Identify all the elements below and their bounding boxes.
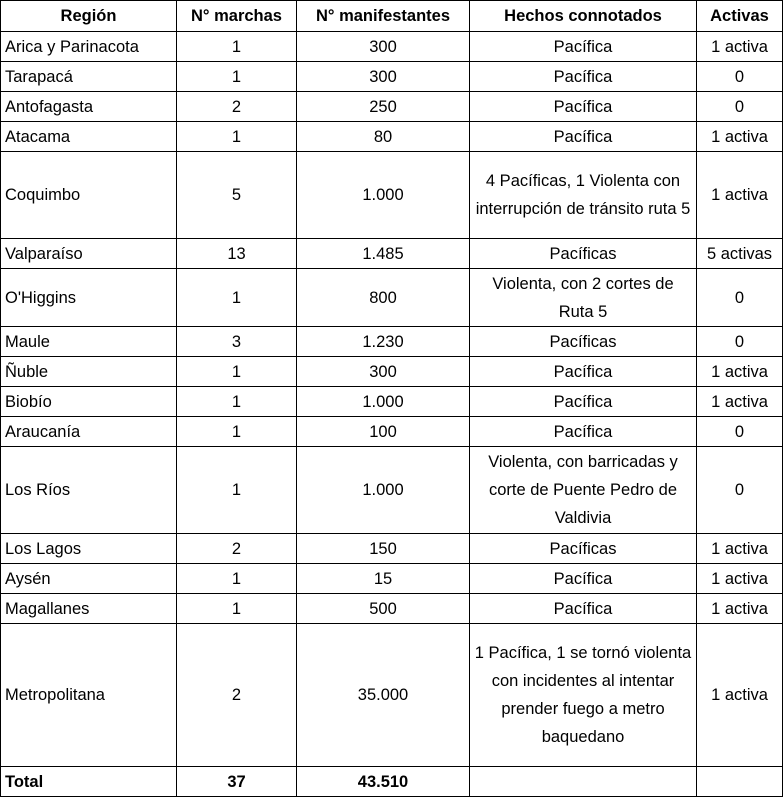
marchas-cell: 1 [177, 387, 297, 417]
header-row [1, 1, 783, 32]
activas-cell: 1 activa [697, 387, 783, 417]
region-cell: Maule [1, 327, 177, 357]
region-cell: Antofagasta [1, 92, 177, 122]
manifestantes-cell: 35.000 [297, 624, 470, 767]
marchas-cell: 1 [177, 564, 297, 594]
col-header-hechos: Hechos connotados [470, 1, 697, 32]
hechos-cell: Pacífica [470, 92, 697, 122]
activas-cell: 0 [697, 62, 783, 92]
marchas-cell: 1 [177, 447, 297, 534]
hechos-cell: Pacífica [470, 594, 697, 624]
activas-cell: 1 activa [697, 534, 783, 564]
marchas-cell: 1 [177, 32, 297, 62]
region-cell: Biobío [1, 387, 177, 417]
total-hechos [470, 767, 697, 797]
region-cell: Los Ríos [1, 447, 177, 534]
region-cell: Tarapacá [1, 62, 177, 92]
marchas-cell: 1 [177, 594, 297, 624]
region-cell: O'Higgins [1, 269, 177, 327]
manifestantes-cell: 15 [297, 564, 470, 594]
table-row [1, 357, 783, 387]
table-row [1, 534, 783, 564]
activas-cell: 0 [697, 417, 783, 447]
total-activas [697, 767, 783, 797]
manifestantes-cell: 500 [297, 594, 470, 624]
table-row [1, 387, 783, 417]
activas-cell: 0 [697, 269, 783, 327]
region-cell: Aysén [1, 564, 177, 594]
hechos-cell: Pacíficas [470, 239, 697, 269]
activas-cell: 1 activa [697, 32, 783, 62]
table-row [1, 624, 783, 767]
col-header-region: Región [1, 1, 177, 32]
manifestantes-cell: 300 [297, 357, 470, 387]
region-cell: Magallanes [1, 594, 177, 624]
hechos-cell: Violenta, con 2 cortes de Ruta 5 [470, 269, 697, 327]
hechos-cell: 4 Pacíficas, 1 Violenta con interrupción de tránsito ruta 5 [470, 152, 697, 239]
manifestantes-cell: 300 [297, 62, 470, 92]
table-row [1, 122, 783, 152]
activas-cell: 1 activa [697, 564, 783, 594]
marchas-cell: 5 [177, 152, 297, 239]
hechos-cell: Pacífica [470, 62, 697, 92]
region-cell: Arica y Parinacota [1, 32, 177, 62]
table-row [1, 239, 783, 269]
region-cell: Ñuble [1, 357, 177, 387]
hechos-cell: 1 Pacífica, 1 se tornó violenta con incidentes al intentar prender fuego a metro baquedano [470, 624, 697, 767]
activas-cell: 1 activa [697, 357, 783, 387]
activas-cell: 0 [697, 447, 783, 534]
col-header-activas: Activas [697, 1, 783, 32]
col-header-manifestantes: N° manifestantes [297, 1, 470, 32]
table-row [1, 92, 783, 122]
activas-cell: 1 activa [697, 624, 783, 767]
marchas-cell: 1 [177, 269, 297, 327]
region-cell: Atacama [1, 122, 177, 152]
table-row [1, 152, 783, 239]
activas-cell: 1 activa [697, 594, 783, 624]
region-cell: Coquimbo [1, 152, 177, 239]
marchas-cell: 2 [177, 624, 297, 767]
marchas-cell: 2 [177, 92, 297, 122]
region-cell: Los Lagos [1, 534, 177, 564]
region-cell: Araucanía [1, 417, 177, 447]
region-cell: Valparaíso [1, 239, 177, 269]
total-row [1, 767, 783, 797]
table-row [1, 62, 783, 92]
hechos-cell: Pacífica [470, 417, 697, 447]
activas-cell: 1 activa [697, 122, 783, 152]
marchas-cell: 1 [177, 417, 297, 447]
hechos-cell: Pacíficas [470, 534, 697, 564]
activas-cell: 0 [697, 92, 783, 122]
hechos-cell: Pacíficas [470, 327, 697, 357]
total-manifestantes: 43.510 [297, 767, 470, 797]
table-row [1, 32, 783, 62]
region-cell: Metropolitana [1, 624, 177, 767]
manifestantes-cell: 80 [297, 122, 470, 152]
table-row [1, 564, 783, 594]
table-row [1, 417, 783, 447]
manifestantes-cell: 300 [297, 32, 470, 62]
table-row [1, 594, 783, 624]
marchas-cell: 1 [177, 122, 297, 152]
manifestantes-cell: 150 [297, 534, 470, 564]
total-marchas: 37 [177, 767, 297, 797]
hechos-cell: Pacífica [470, 32, 697, 62]
marchas-cell: 1 [177, 357, 297, 387]
table-row [1, 447, 783, 534]
manifestantes-cell: 100 [297, 417, 470, 447]
manifestantes-cell: 250 [297, 92, 470, 122]
activas-cell: 0 [697, 327, 783, 357]
marchas-cell: 1 [177, 62, 297, 92]
hechos-cell: Pacífica [470, 122, 697, 152]
hechos-cell: Pacífica [470, 387, 697, 417]
manifestantes-cell: 800 [297, 269, 470, 327]
hechos-cell: Violenta, con barricadas y corte de Puente Pedro de Valdivia [470, 447, 697, 534]
col-header-marchas: N° marchas [177, 1, 297, 32]
hechos-cell: Pacífica [470, 357, 697, 387]
marchas-cell: 2 [177, 534, 297, 564]
manifestantes-cell: 1.485 [297, 239, 470, 269]
manifestantes-cell: 1.000 [297, 387, 470, 417]
manifestantes-cell: 1.230 [297, 327, 470, 357]
marchas-cell: 3 [177, 327, 297, 357]
table-row [1, 269, 783, 327]
activas-cell: 5 activas [697, 239, 783, 269]
manifestantes-cell: 1.000 [297, 152, 470, 239]
table-row [1, 327, 783, 357]
marchas-cell: 13 [177, 239, 297, 269]
manifestantes-cell: 1.000 [297, 447, 470, 534]
activas-cell: 1 activa [697, 152, 783, 239]
total-label: Total [1, 767, 177, 797]
hechos-cell: Pacífica [470, 564, 697, 594]
